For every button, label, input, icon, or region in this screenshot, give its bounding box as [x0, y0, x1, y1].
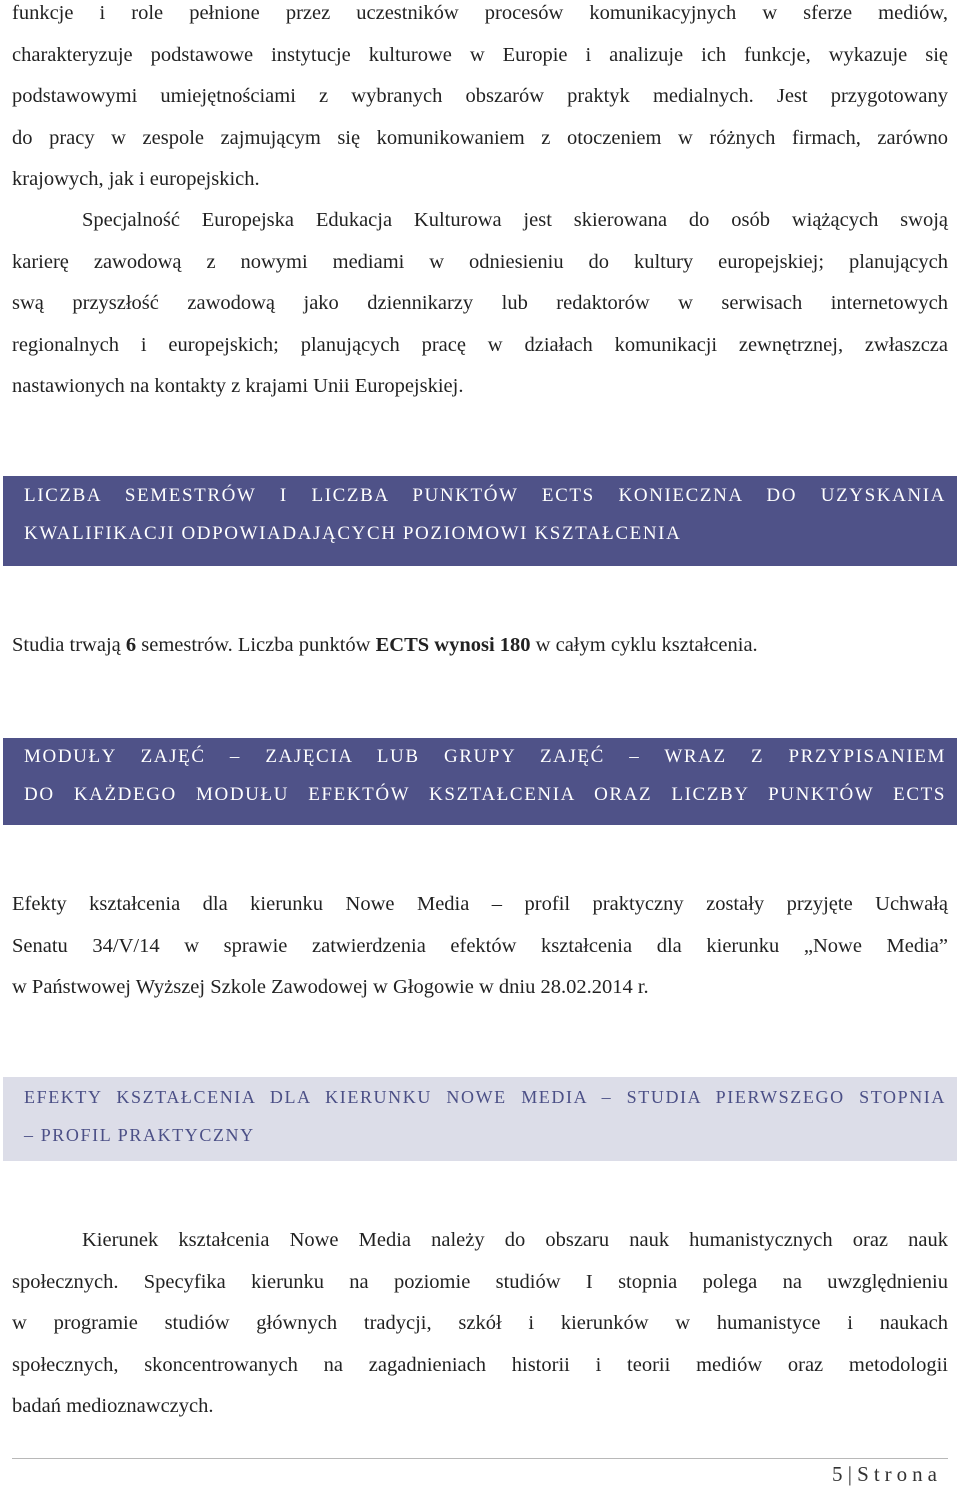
outcomes-line: społecznych, skoncentrowanych na zagadnieniach historii i teorii mediów oraz metodologii	[12, 1353, 948, 1376]
semesters-paragraph: Studia trwają 6 semestrów. Liczba punktów ECTS wynosi 180 w całym cyklu kształcenia.	[12, 634, 758, 656]
outcomes-line: w programie studiów głównych tradycji, szkół i kierunków w humanistyce i naukach	[12, 1312, 948, 1334]
outcomes-line: Kierunek kształcenia Nowe Media należy do obszaru nauk humanistycznych oraz nauk	[82, 1229, 948, 1251]
page-footer	[832, 1460, 942, 1488]
intro-line: charakteryzuje podstawowe instytucje kulturowe w Europie i analizuje ich funkcje, wykazuje się	[12, 43, 948, 66]
heading-line: KWALIFIKACJI ODPOWIADAJĄCYCH POZIOMOWI KSZTAŁCENIA	[24, 523, 682, 544]
modules-line: w Państwowej Wyższej Szkole Zawodowej w Głogowie w dniu 28.02.2014 r.	[12, 976, 649, 998]
footer-separator: |	[847, 1462, 852, 1486]
modules-paragraph	[12, 884, 948, 1009]
intro-line: podstawowymi umiejętnościami z wybranych obszarów praktyk medialnych. Jest przygotowany	[12, 85, 948, 107]
outcomes-line: społecznych. Specyfika kierunku na poziomie studiów I stopnia polega na uwzględnieniu	[12, 1270, 948, 1293]
heading-line: – PROFIL PRAKTYCZNY	[24, 1125, 255, 1145]
heading-line: EFEKTY KSZTAŁCENIA DLA KIERUNKU NOWE MEDIA – STUDIA PIERWSZEGO STOPNIA	[24, 1087, 946, 1107]
page-word: Strona	[857, 1462, 942, 1486]
outcomes-paragraph	[12, 1220, 948, 1428]
modules-line: Senatu 34/V/14 w sprawie zatwierdzenia efektów kształcenia dla kierunku „Nowe Media”	[12, 934, 948, 957]
heading-line: LICZBA SEMESTRÓW I LICZBA PUNKTÓW ECTS KONIECZNA DO UZYSKANIA	[24, 485, 946, 506]
document-page	[12, 0, 948, 1485]
specialty-line: nastawionych na kontakty z krajami Unii Europejskiej.	[12, 375, 464, 397]
specialty-line: Specjalność Europejska Edukacja Kulturowa jest skierowana do osób wiążących swoją	[82, 209, 948, 231]
modules-line: Efekty kształcenia dla kierunku Nowe Media – profil praktyczny zostały przyjęte Uchwałą	[12, 893, 948, 915]
outcomes-line: badań medioznawczych.	[12, 1395, 214, 1417]
intro-paragraph	[12, 0, 948, 201]
page-number: 5	[831, 1462, 843, 1486]
intro-line: krajowych, jak i europejskich.	[12, 168, 260, 190]
section-heading-modules	[3, 738, 957, 825]
ects-total: ECTS wynosi 180	[375, 634, 531, 656]
specialty-line: regionalnych i europejskich; planujących pracę w działach komunikacji zewnętrznej, zwłaszcza	[12, 333, 948, 356]
section-heading-semesters	[3, 476, 957, 566]
intro-line: do pracy w zespole zajmującym się komunikowaniem z otoczeniem w różnych firmach, zarówno	[12, 126, 948, 149]
intro-line: funkcje i role pełnione przez uczestników procesów komunikacyjnych w sferze mediów,	[12, 2, 948, 24]
heading-line: DO KAŻDEGO MODUŁU EFEKTÓW KSZTAŁCENIA ORAZ LICZBY PUNKTÓW ECTS	[24, 784, 946, 805]
specialty-paragraph	[12, 200, 948, 408]
semester-count: 6	[125, 634, 137, 656]
heading-line: MODUŁY ZAJĘĆ – ZAJĘCIA LUB GRUPY ZAJĘĆ – WRAZ Z PRZYPISANIEM	[24, 746, 946, 767]
specialty-line: swą przyszłość zawodową jako dziennikarzy lub redaktorów w serwisach internetowych	[12, 292, 948, 314]
footer-divider	[12, 1458, 948, 1459]
section-heading-outcomes	[3, 1077, 957, 1161]
specialty-line: karierę zawodową z nowymi mediami w odniesieniu do kultury europejskiej; planujących	[12, 250, 948, 273]
